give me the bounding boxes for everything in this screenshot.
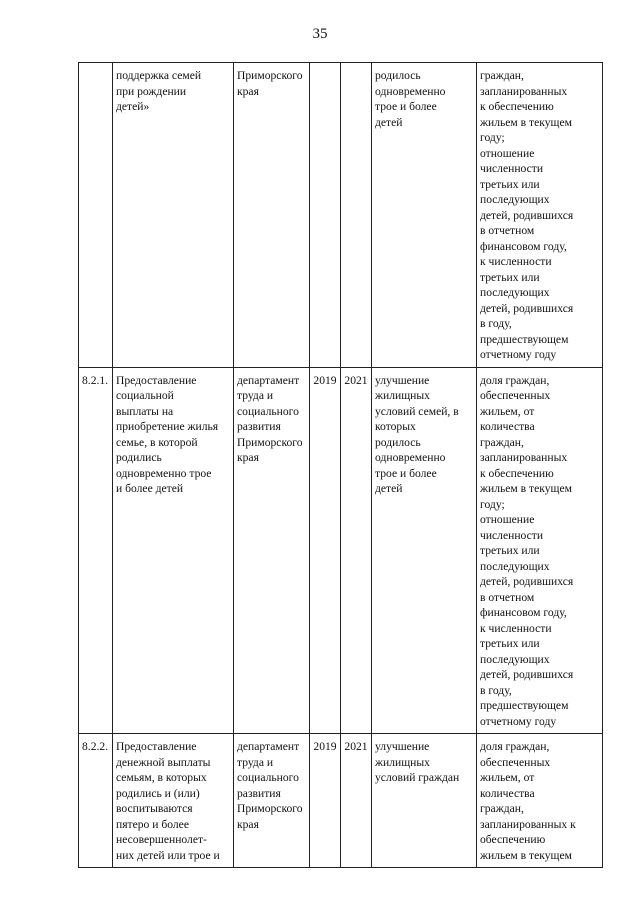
start-year: 2019	[310, 734, 341, 868]
indicator: граждан, запланированных к обеспечению жильем в текущем году; отношение численности третьих или последующих детей, родившихся в отчетном финансовом году, к численности третьих или последующих детей, родившихся в году, предшествующем отчетному году	[477, 63, 603, 368]
event-name: поддержка семей при рождении детей»	[113, 63, 234, 368]
program-table	[78, 62, 603, 868]
end-year	[341, 63, 372, 368]
start-year	[310, 63, 341, 368]
executor: департамент труда и социального развития Приморского края	[234, 367, 310, 734]
event-name: Предоставление социальной выплаты на приобретение жилья семье, в которой родились одновременно трое и более детей	[113, 367, 234, 734]
row-number: 8.2.2.	[79, 734, 113, 868]
expected-result: улучшение жилищных условий граждан	[372, 734, 477, 868]
indicator: доля граждан, обеспеченных жильем, от количества граждан, запланированных к обеспечению жильем в текущем	[477, 734, 603, 868]
executor: Приморского края	[234, 63, 310, 368]
table-row	[79, 367, 603, 734]
end-year: 2021	[341, 367, 372, 734]
event-name: Предоставление денежной выплаты семьям, в которых родились и (или) воспитываются пятеро и более несовершеннолет- них детей или трое и	[113, 734, 234, 868]
table-row	[79, 63, 603, 368]
start-year: 2019	[310, 367, 341, 734]
expected-result: улучшение жилищных условий семей, в которых родилось одновременно трое и более детей	[372, 367, 477, 734]
table-row	[79, 734, 603, 868]
expected-result: родилось одновременно трое и более детей	[372, 63, 477, 368]
indicator: доля граждан, обеспеченных жильем, от количества граждан, запланированных к обеспечению жильем в текущем году; отношение численности третьих или последующих детей, родившихся в отчетном финансовом году, к численности третьих или последующих детей, родившихся в году, предшествующем отчетному году	[477, 367, 603, 734]
row-number: 8.2.1.	[79, 367, 113, 734]
end-year: 2021	[341, 734, 372, 868]
page-number: 35	[312, 26, 328, 42]
row-number	[79, 63, 113, 368]
executor: департамент труда и социального развития Приморского края	[234, 734, 310, 868]
